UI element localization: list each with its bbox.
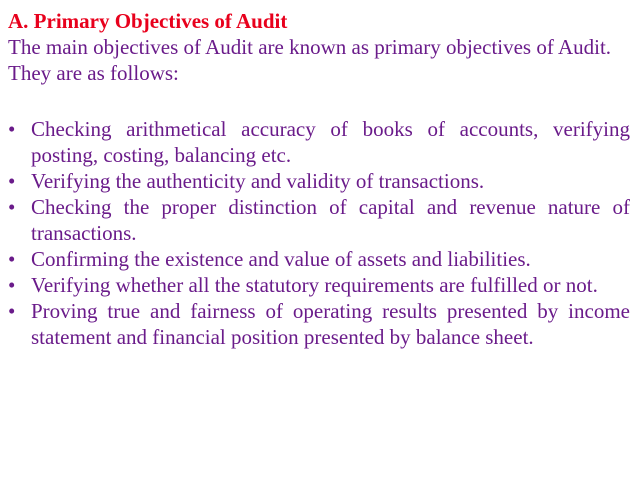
list-item (8, 246, 630, 272)
list-item-text: Confirming the existence and value of assets and liabilities. (31, 247, 531, 271)
list-item-text: Checking the proper distinction of capital and revenue nature of transactions. (31, 195, 630, 245)
list-item-text: Verifying whether all the statutory requirements are fulfilled or not. (31, 273, 598, 297)
bullet-icon: • (8, 273, 16, 297)
list-item-text: Proving true and fairness of operating results presented by income statement and financial position presented by balance sheet. (31, 299, 630, 349)
slide-title: A. Primary Objectives of Audit (8, 9, 288, 33)
bullet-icon: • (8, 247, 16, 271)
intro-paragraph: The main objectives of Audit are known as primary objectives of Audit. They are as follows: (8, 35, 612, 85)
bullet-icon: • (8, 195, 16, 219)
objectives-list (8, 116, 630, 350)
list-item (8, 116, 630, 168)
bullet-icon: • (8, 169, 16, 193)
list-item-text: Checking arithmetical accuracy of books of accounts, verifying posting, costing, balancing etc. (31, 117, 630, 167)
list-item (8, 194, 630, 246)
bullet-icon: • (8, 299, 16, 323)
bullet-icon: • (8, 117, 16, 141)
list-item (8, 168, 630, 194)
list-item (8, 298, 630, 350)
list-item (8, 272, 630, 298)
spacer (8, 86, 630, 116)
list-item-text: Verifying the authenticity and validity of transactions. (31, 169, 485, 193)
